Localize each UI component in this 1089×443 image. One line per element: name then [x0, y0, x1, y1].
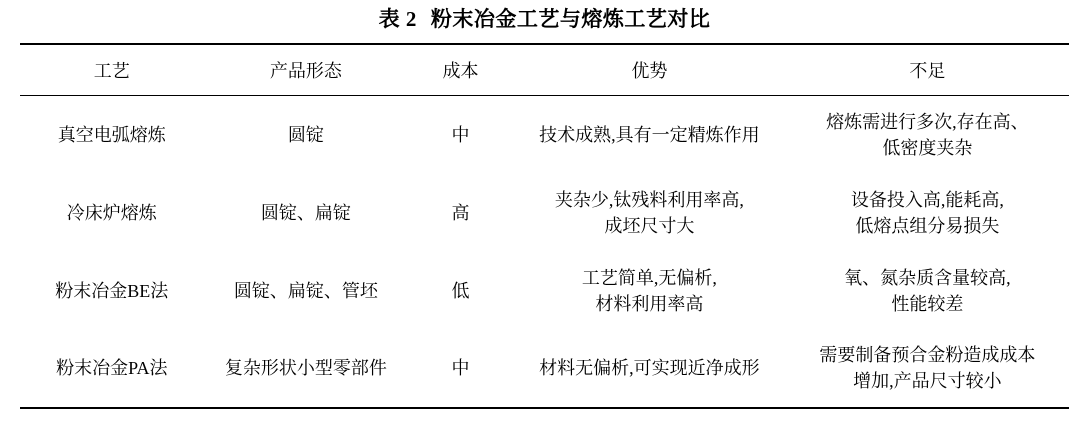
table-header [20, 44, 1069, 96]
cell-line: 材料利用率高 [595, 293, 704, 314]
cell-line: 成坯尺寸大 [604, 215, 695, 236]
cell-line: 性能较差 [891, 293, 964, 314]
header-row [20, 44, 1069, 96]
table-row [20, 330, 1069, 408]
cell-process: 粉末冶金PA法 [56, 358, 168, 379]
cell-shortcoming [786, 174, 1069, 252]
cell-process: 冷床炉熔炼 [66, 202, 157, 223]
table-body [20, 96, 1069, 408]
cell-cost: 中 [408, 96, 513, 174]
caption-number: 表 2 [378, 7, 417, 31]
cell-line: 材料无偏析,可实现近净成形 [539, 358, 760, 379]
column-header-form: 产品形态 [204, 44, 409, 96]
cell-advantage [513, 252, 786, 330]
cell-cost: 中 [451, 358, 470, 379]
cell-process: 真空电弧熔炼 [20, 96, 204, 174]
cell-line: 技术成熟,具有一定精炼作用 [539, 125, 760, 145]
cell-form: 复杂形状小型零部件 [224, 358, 387, 379]
cell-line: 氧、氮杂质含量较高, [844, 267, 1011, 288]
cell-form: 圆锭 [204, 96, 409, 174]
cell-form: 圆锭、扁锭、管坯 [233, 280, 378, 301]
cell-line: 需要制备预合金粉造成成本 [819, 345, 1036, 366]
table-container [20, 0, 1069, 409]
comparison-table [20, 43, 1069, 409]
table-row [20, 96, 1069, 174]
table-row [20, 252, 1069, 330]
cell-line: 低密度夹杂 [882, 138, 973, 159]
cell-advantage [513, 330, 786, 408]
cell-shortcoming [786, 330, 1069, 408]
cell-line: 增加,产品尺寸较小 [853, 371, 1002, 392]
column-header-cost: 成本 [408, 44, 513, 96]
table-row [20, 174, 1069, 252]
cell-advantage [513, 96, 786, 174]
table-caption [20, 2, 1069, 43]
cell-line: 设备投入高,能耗高, [850, 189, 1004, 210]
cell-line: 工艺简单,无偏析, [581, 267, 717, 288]
column-header-shortcoming: 不足 [786, 44, 1069, 96]
cell-cost: 高 [451, 202, 470, 223]
cell-process: 粉末冶金BE法 [55, 280, 169, 301]
cell-line: 低熔点组分易损失 [855, 215, 1000, 236]
cell-shortcoming [786, 252, 1069, 330]
cell-form: 圆锭、扁锭 [260, 202, 351, 223]
caption-title: 粉末冶金工艺与熔炼工艺对比 [430, 7, 711, 31]
column-header-process: 工艺 [20, 44, 204, 96]
cell-cost: 低 [451, 280, 470, 301]
cell-shortcoming [786, 96, 1069, 174]
cell-advantage [513, 174, 786, 252]
column-header-advantage: 优势 [513, 44, 786, 96]
cell-line: 熔炼需进行多次,存在高、 [826, 111, 1029, 132]
cell-line: 夹杂少,钛残料利用率高, [554, 189, 744, 210]
